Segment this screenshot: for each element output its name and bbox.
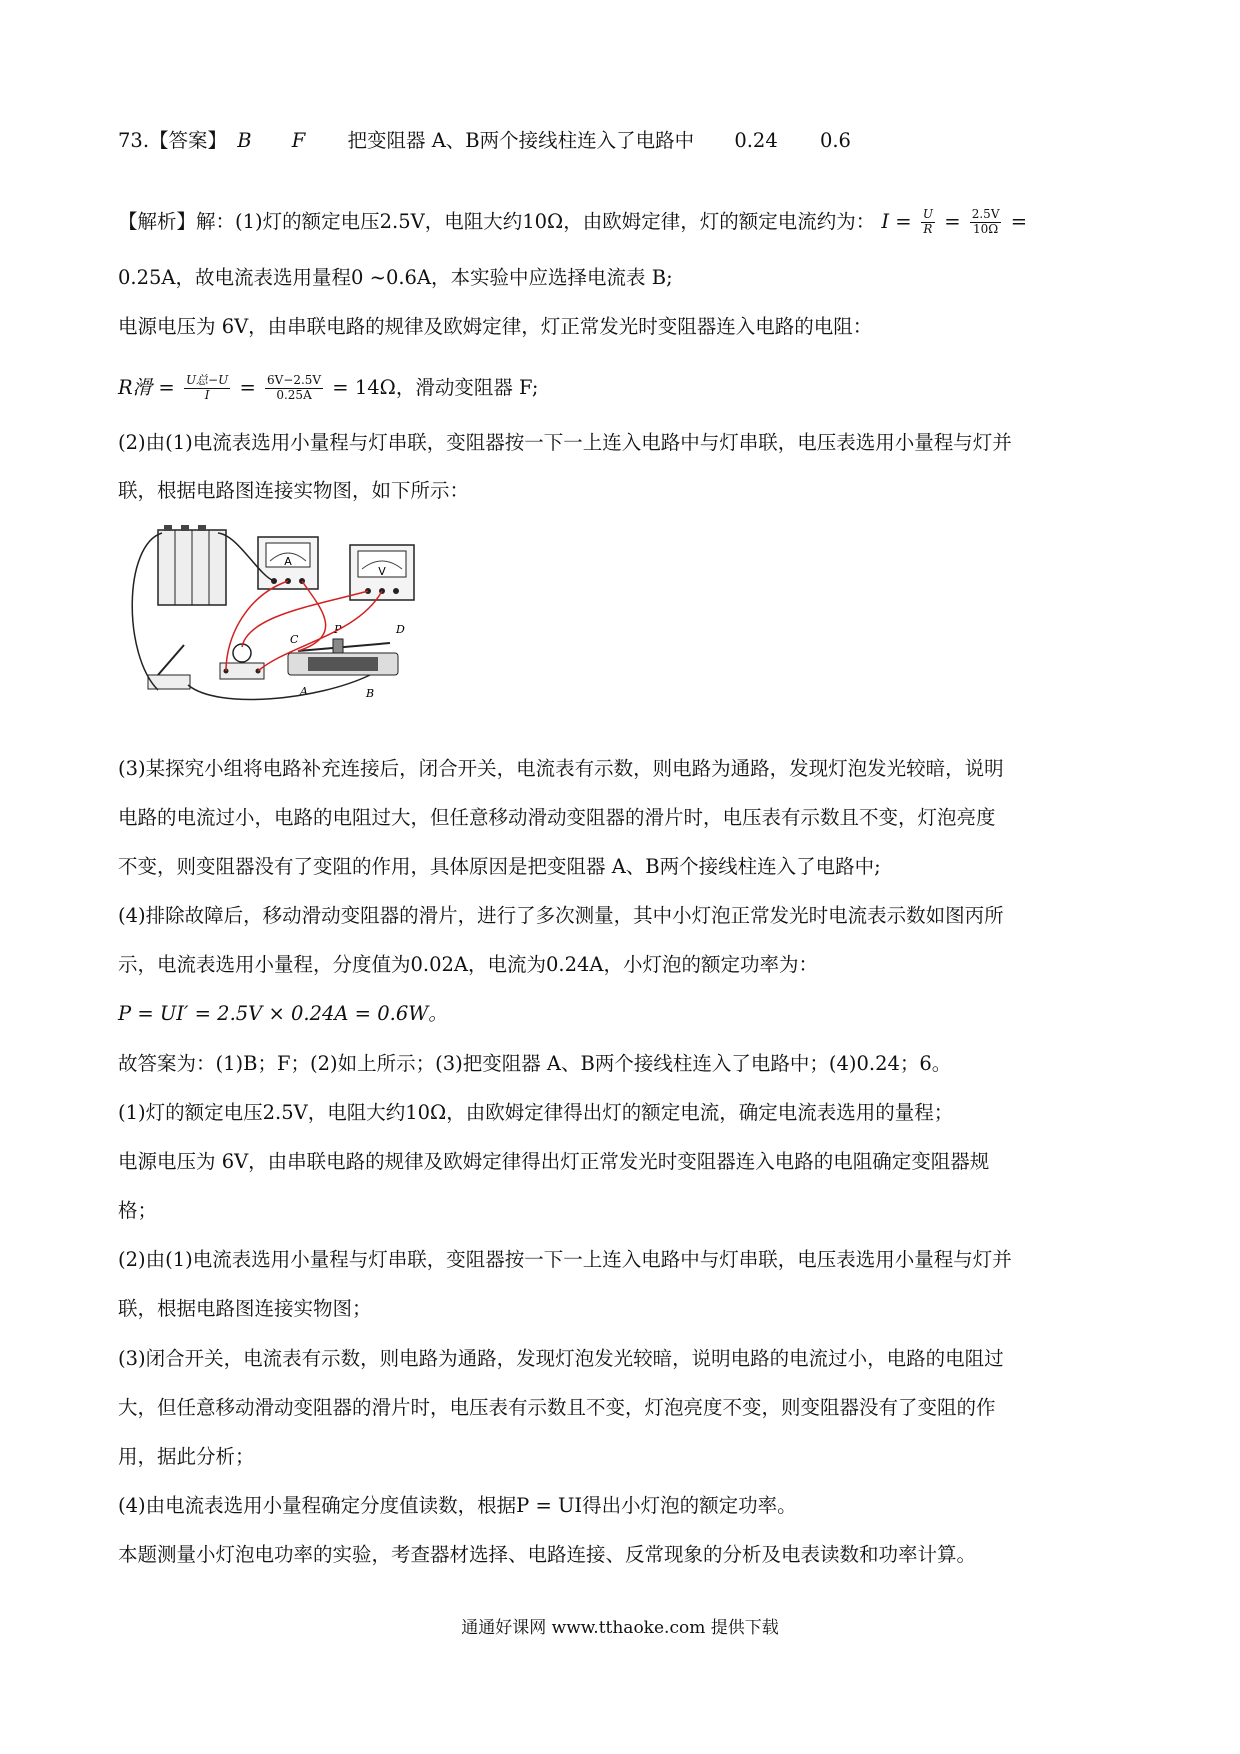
summary-1: (1)灯的额定电压2.5V，电阻大约10Ω，由欧姆定律得出灯的额定电流，确定电流表选用的量程； — [118, 1101, 954, 1124]
final-answer: 故答案为：(1)B；F；(2)如上所示；(3)把变阻器 A、B两个接线柱连入了电路中；(4)0.24；6。 — [118, 1052, 952, 1075]
eq2-rest: = 14Ω，滑动变阻器 F; — [332, 375, 539, 399]
eq2-fraction-2 — [265, 374, 323, 403]
eq2-frac1-num: U总−U — [185, 373, 229, 387]
summary-2-line-1: 电源电压为 6V，由串联电路的规律及欧姆定律得出灯正常发光时变阻器连入电路的电阻确定变阻器规 — [118, 1150, 990, 1173]
eq1-frac2-num: 2.5V — [971, 207, 1000, 221]
eq1-frac2-den: 10Ω — [973, 221, 999, 236]
rheostat-label-p: P — [334, 623, 342, 636]
p4-equation: P = UI′ = 2.5V × 0.24A = 0.6W。 — [118, 1002, 448, 1025]
switch-icon — [148, 645, 190, 689]
answer-line — [118, 129, 851, 152]
summary-3-line-2: 联，根据电路图连接实物图； — [118, 1297, 372, 1320]
eq1-frac1-den: R — [923, 221, 933, 236]
rheostat-icon — [288, 623, 405, 700]
eq2-fraction-1 — [184, 374, 230, 403]
answer-item-1: B — [237, 129, 252, 152]
page-footer: 通通好课网 www.tthaoke.com 提供下载 — [461, 1618, 779, 1638]
eq2-frac1-den: I — [204, 387, 210, 402]
eq1-frac1-num: U — [922, 207, 933, 221]
ammeter-label: A — [284, 555, 292, 568]
rheostat-label-c: C — [290, 633, 299, 646]
rheostat-label-a: A — [300, 685, 308, 698]
summary-2-line-2: 格； — [118, 1199, 158, 1222]
rheostat-label-d: D — [396, 623, 405, 636]
p4-line-1: (4)排除故障后，移动滑动变阻器的滑片，进行了多次测量，其中小灯泡正常发光时电流表示数如图丙所 — [118, 904, 1004, 927]
summary-final: 本题测量小灯泡电功率的实验，考查器材选择、电路连接、反常现象的分析及电表读数和功率计算。 — [118, 1543, 977, 1566]
p3-line-1: (3)某探究小组将电路补充连接后，闭合开关，电流表有示数，则电路为通路，发现灯泡发光较暗，说明 — [118, 757, 1004, 780]
analysis-line-2: 0.25A，故电流表选用量程0 ~0.6A，本实验中应选择电流表 B; — [118, 266, 673, 289]
summary-4-line-3: 用，据此分析； — [118, 1445, 255, 1468]
analysis-prefix: 【解析】解：(1)灯的额定电压2.5V，电阻大约10Ω，由欧姆定律，灯的额定电流约为： — [118, 209, 876, 233]
eq2-frac2-num: 6V−2.5V — [266, 373, 322, 387]
eq1-lhs: I = — [881, 209, 912, 233]
summary-4-line-1: (3)闭合开关，电流表有示数，则电路为通路，发现灯泡发光较暗，说明电路的电流过小，电路的电阻过 — [118, 1347, 1004, 1370]
answer-item-5: 0.6 — [819, 129, 851, 152]
circuit-diagram — [118, 525, 458, 725]
answer-item-3: 把变阻器 A、B两个接线柱连入了电路中 — [347, 129, 695, 152]
p3-line-3: 不变，则变阻器没有了变阻的作用，具体原因是把变阻器 A、B两个接线柱连入了电路中; — [118, 855, 881, 878]
analysis-eq2-line: R滑 = $\frac{\text{U总−U}}{I}$ = $\frac{6V-2.5V}{0.25A}$ = 14Ω，滑动变阻器 F; — [118, 373, 539, 402]
summary-3-line-1: (2)由(1)电流表选用小量程与灯串联，变阻器按一下一上连入电路中与灯串联，电压表选用小量程与灯并 — [118, 1248, 1012, 1271]
eq1-fraction-2 — [970, 208, 1002, 237]
analysis-line-3: 电源电压为 6V，由串联电路的规律及欧姆定律，灯正常发光时变阻器连入电路的电阻： — [118, 315, 873, 338]
eq1-fraction-1 — [921, 208, 935, 237]
eq2-frac2-den: 0.25A — [276, 387, 312, 402]
summary-4-line-2: 大，但任意移动滑动变阻器的滑片时，电压表有示数且不变，灯泡亮度不变，则变阻器没有了变阻的作 — [118, 1396, 996, 1419]
eq1-end: = — [1010, 209, 1028, 233]
p4-line-2: 示，电流表选用小量程，分度值为0.02A，电流为0.24A，小灯泡的额定功率为： — [118, 953, 819, 976]
answer-label: 73.【答案】 — [118, 129, 228, 152]
answer-item-4: 0.24 — [734, 129, 778, 152]
p3-line-2: 电路的电流过小，电路的电阻过大，但任意移动滑动变阻器的滑片时，电压表有示数且不变，灯泡亮度 — [118, 806, 996, 829]
answer-item-2: F — [291, 129, 306, 152]
voltmeter-label: V — [378, 565, 386, 578]
p2-line-1: (2)由(1)电流表选用小量程与灯串联，变阻器按一下一上连入电路中与灯串联，电压表选用小量程与灯并 — [118, 431, 1012, 454]
rheostat-label-b: B — [366, 687, 375, 700]
p2-line-2: 联，根据电路图连接实物图，如下所示： — [118, 479, 470, 502]
eq2-lhs: R滑 = — [118, 375, 175, 399]
analysis-line-1: 【解析】解：(1)灯的额定电压2.5V，电阻大约10Ω，由欧姆定律，灯的额定电流约为： I = $\frac{U}{R}$ = $\frac{2.5V}{10\Omega}$ = — [118, 207, 1028, 236]
battery-icon — [158, 525, 226, 605]
summary-5: (4)由电流表选用小量程确定分度值读数，根据P = UI得出小灯泡的额定功率。 — [118, 1494, 797, 1517]
